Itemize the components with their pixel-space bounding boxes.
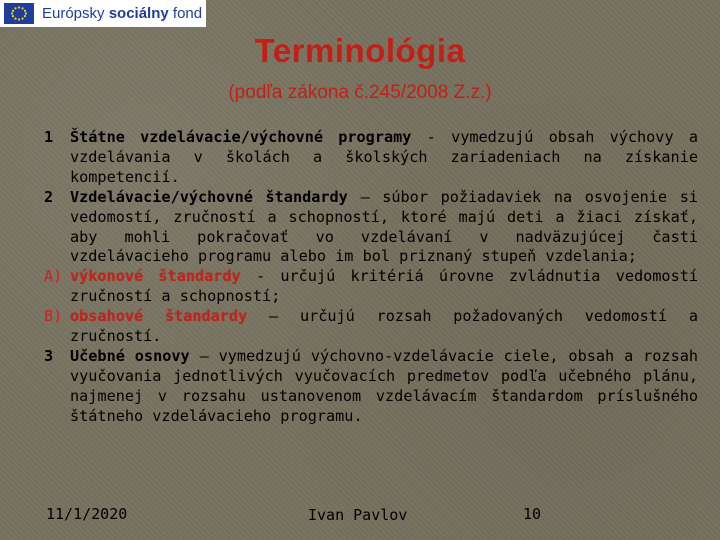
eu-stars-icon bbox=[8, 5, 30, 22]
logo-text-bold: sociálny bbox=[108, 5, 169, 22]
list-item bbox=[46, 188, 698, 268]
term-heading: výkonové štandardy bbox=[70, 267, 241, 286]
term-description: - vymedzujú obsah výchovy a vzdelávania v školách a školských zariadeniach na získanie kompetencií. bbox=[70, 128, 698, 186]
list-item bbox=[46, 347, 698, 427]
list-item bbox=[46, 128, 698, 188]
footer-date: 11/1/2020 bbox=[46, 505, 128, 523]
slide-subtitle: (podľa zákona č.245/2008 Z.z.) bbox=[228, 82, 492, 103]
term-description: - určujú kritériá úrovne zvládnutia vedomostí zručností a schopností; bbox=[70, 267, 698, 306]
term-description: – súbor požiadaviek na osvojenie si vedomostí, zručností a schopností, ktoré majú deti a žiaci získať, aby mohli pokračovať vo vzdelávaní v nadväzujúcej časti vzdelávacieho programu alebo im bol priznaný stupeň vzdelania; bbox=[70, 187, 698, 266]
esf-logo bbox=[0, 0, 206, 27]
slide-number: 10 bbox=[523, 505, 542, 523]
list-marker: 3 bbox=[44, 346, 54, 365]
footer-author: Ivan Pavlov bbox=[308, 506, 408, 524]
list-item bbox=[46, 307, 698, 347]
logo-text bbox=[42, 5, 202, 22]
list-item bbox=[46, 267, 698, 307]
term-heading: obsahové štandardy bbox=[70, 307, 248, 326]
logo-text-prefix: Európsky bbox=[42, 5, 109, 22]
term-description: – vymedzujú výchovno-vzdelávacie ciele, obsah a rozsah vyučovania jednotlivých vyučovacích predmetov podľa učebného plánu, najmenej v rozsahu ustanovenom vzdelávacím štandardom príslušného štátneho vzdelávacieho programu. bbox=[70, 346, 698, 425]
logo-text-suffix: fond bbox=[168, 5, 203, 22]
list-marker: 1 bbox=[44, 128, 54, 146]
term-heading: Učebné osnovy bbox=[70, 346, 190, 365]
list-marker: 2 bbox=[44, 187, 54, 206]
term-description: – určujú rozsah požadovaných vedomostí a zručností. bbox=[70, 307, 698, 346]
list-marker: A) bbox=[44, 267, 63, 286]
terminology-list bbox=[46, 128, 698, 427]
slide-title: Terminológia bbox=[254, 32, 466, 69]
term-heading: Vzdelávacie/výchovné štandardy bbox=[70, 187, 348, 206]
eu-flag-icon bbox=[4, 3, 34, 24]
term-heading: Štátne vzdelávacie/výchovné programy bbox=[70, 128, 412, 146]
list-marker: B) bbox=[44, 307, 63, 326]
